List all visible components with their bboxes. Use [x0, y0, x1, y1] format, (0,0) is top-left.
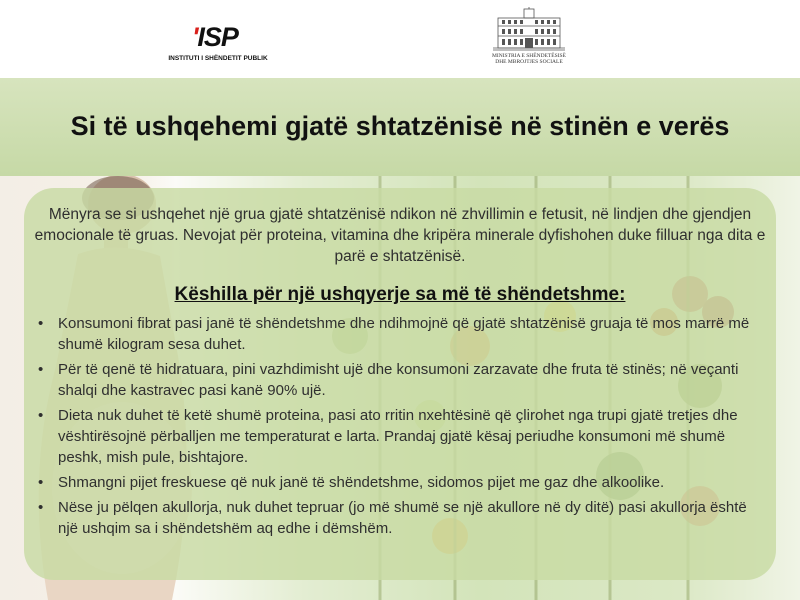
bullet-icon: • — [38, 361, 44, 378]
ministry-building-icon — [484, 6, 574, 52]
tip-text: Shmangni pijet freskuese që nuk janë të shëndetshme, sidomos pijet me gaz dhe alkoolike. — [58, 474, 665, 491]
list-item — [34, 497, 764, 539]
bullet-icon: • — [38, 499, 44, 516]
tip-text: Për të qenë të hidratuara, pini vazhdimisht ujë dhe konsumoni zarzavate dhe fruta të stinës; në veçanti shalqi dhe kastravec pasi kanë 90% ujë. — [58, 361, 739, 399]
list-item — [34, 405, 764, 468]
list-item — [34, 313, 764, 355]
intro-paragraph: Mënyra se si ushqehet një grua gjatë shtatzënisë ndikon në zhvillimin e fetusit, në lindjen dhe gjendjen emocionale të gruas. Nevojat për proteina, vitamina dhe kripëra minerale dyfishohen duke filluar nga dita e parë e shtatzënisë. — [34, 206, 766, 265]
isp-logo — [168, 22, 268, 70]
ministry-name — [484, 53, 574, 65]
ministry-name-line1: MINISTRIA E SHËNDETËSISË — [492, 53, 566, 59]
bullet-icon: • — [38, 315, 44, 332]
bullet-icon: • — [38, 407, 44, 424]
ministry-logo — [484, 6, 574, 72]
list-item — [34, 472, 764, 493]
tips-heading: Këshilla për një ushqyerje sa më të shëndetshme: — [174, 284, 626, 305]
list-item — [34, 359, 764, 401]
page-title: Si të ushqehemi gjatë shtatzënisë në stinën e verës — [70, 111, 730, 141]
tips-list — [34, 313, 764, 543]
header — [0, 0, 800, 78]
bullet-icon: • — [38, 474, 44, 491]
tip-text: Konsumoni fibrat pasi janë të shëndetshme dhe ndihmojnë që gjatë shtatzënisë gruaja të mos marrë më shumë kilogram sesa duhet. — [58, 315, 750, 353]
tip-text: Nëse ju pëlqen akullorja, nuk duhet tepruar (jo më shumë se një akullore në dy ditë) pasi akullorja është një ushqim sa i shëndetshëm aq edhe i dëmshëm. — [58, 499, 747, 537]
ministry-name-line2: DHE MBROJTJES SOCIALE — [495, 59, 563, 65]
isp-name: INSTITUTI I SHËNDETIT PUBLIK — [168, 55, 268, 62]
isp-logo-mark: 'ISP — [192, 22, 238, 52]
tip-text: Dieta nuk duhet të ketë shumë proteina, pasi ato rritin nxehtësinë që çlirohet nga trupi gjatë tretjes dhe vështirësojnë përballjen me temperaturat e larta. Prandaj gjatë kësaj periudhe konsumoni më shumë peshk, mish pule, bishtajore. — [58, 407, 738, 466]
